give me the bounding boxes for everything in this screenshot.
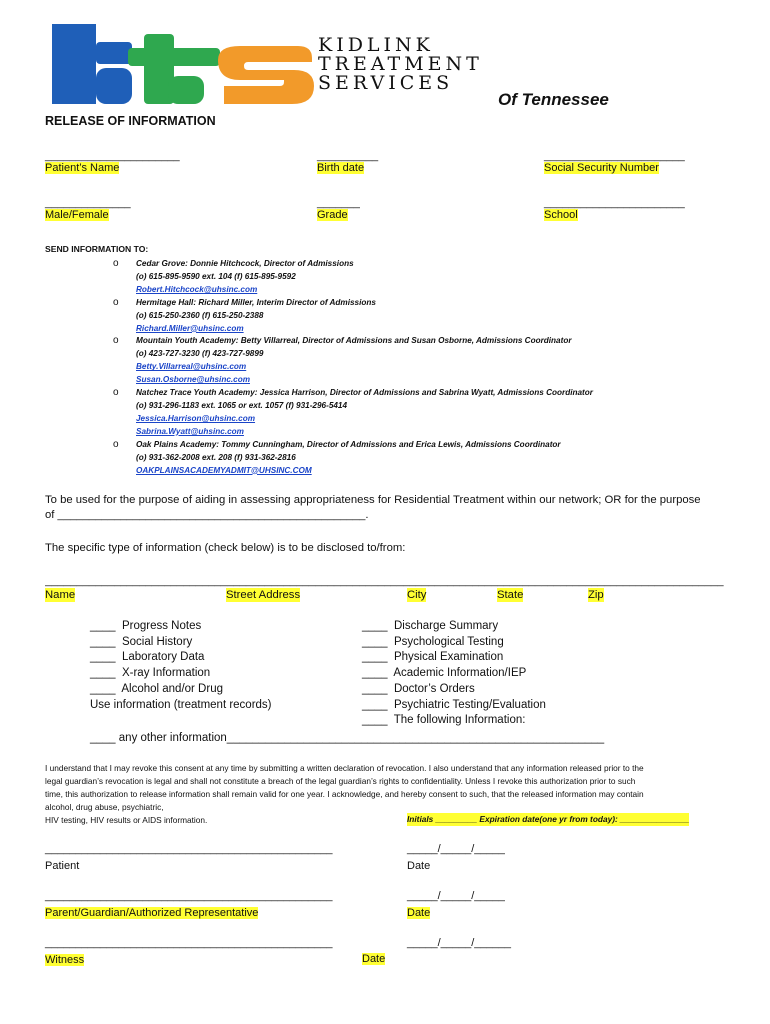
- bullet-icon: o: [113, 438, 119, 450]
- address-name-label: Name: [45, 589, 76, 601]
- patient-signature-line[interactable]: _______________________________________________: [45, 843, 333, 855]
- contact-line: Oak Plains Academy: Tommy Cunningham, Director of Admissions and Erica Lewis, Admissions Coordinator: [136, 439, 561, 449]
- initials-expiration[interactable]: Initials _________ Expiration date(one yr from today): _______________: [407, 814, 690, 824]
- logo-state: Of Tennessee: [498, 90, 609, 109]
- check-discharge-summary[interactable]: ____ Discharge Summary: [362, 620, 499, 632]
- patient-date-line[interactable]: _____/_____/_____: [407, 843, 505, 855]
- legal-line: HIV testing, HIV results or AIDS information.: [45, 814, 208, 825]
- page-title: RELEASE OF INFORMATION: [45, 114, 216, 128]
- patient-name-label: Patient’s Name: [45, 162, 120, 174]
- contact-phone: (o) 931-362-2008 ext. 208 (f) 931-362-2816: [136, 452, 296, 462]
- witness-date-line[interactable]: _____/_____/______: [407, 937, 511, 949]
- send-to-label: SEND INFORMATION TO:: [45, 244, 149, 254]
- grade-line[interactable]: _______: [317, 197, 360, 209]
- contact-line: Mountain Youth Academy: Betty Villarreal, Director of Admissions and Susan Osborne, Admissions Coordinator: [136, 336, 572, 346]
- grade-label: Grade: [317, 209, 348, 221]
- check-psychiatric-testing[interactable]: ____ Psychiatric Testing/Evaluation: [362, 698, 546, 711]
- bullet-icon: o: [113, 296, 119, 308]
- contact-mountain-youth: [113, 335, 733, 387]
- check-other-information[interactable]: [90, 731, 604, 747]
- email-link[interactable]: OAKPLAINSACADEMYADMIT@UHSINC.COM: [136, 465, 312, 475]
- check-xray-information[interactable]: ____ X-ray Information: [90, 667, 211, 680]
- ssn-line[interactable]: _______________________: [544, 150, 685, 162]
- address-zip-label: Zip: [588, 589, 604, 601]
- check-following-information[interactable]: ____ The following Information:: [362, 714, 526, 727]
- logo-line-1: KIDLINK: [318, 34, 434, 56]
- patient-signature-label: Patient: [45, 860, 80, 872]
- guardian-date-line[interactable]: _____/_____/_____: [407, 890, 505, 902]
- logo: [48, 20, 628, 110]
- guardian-signature-label: Parent/Guardian/Authorized Representative: [45, 907, 259, 919]
- contact-list: [113, 258, 733, 477]
- witness-date-label: Date: [362, 953, 386, 965]
- check-alcohol-drug-cont: Use information (treatment records): [90, 698, 272, 711]
- check-progress-notes[interactable]: ____ Progress Notes: [90, 620, 202, 632]
- guardian-signature-line[interactable]: _______________________________________________: [45, 890, 333, 902]
- email-link[interactable]: Sabrina.Wyatt@uhsinc.com: [136, 426, 244, 436]
- contact-natchez-trace: [113, 387, 733, 439]
- legal-line: legal guardian’s revocation is legal and shall not constitute a breach of the legal guardian’s rights to confidentiality. Unless I revoke this authorization prior to such: [45, 775, 636, 786]
- logo-line-3: SERVICES: [318, 72, 454, 94]
- address-city-label: City: [407, 589, 427, 601]
- email-link[interactable]: Betty.Villarreal@uhsinc.com: [136, 362, 247, 372]
- school-label: School: [544, 209, 578, 221]
- birth-date-label: Birth date: [317, 162, 365, 174]
- logo-line-2: TREATMENT: [318, 53, 483, 75]
- contact-phone: (o) 615-250-2360 (f) 615-250-2388: [136, 310, 264, 320]
- bullet-icon: o: [113, 335, 119, 347]
- contact-oak-plains: [113, 439, 733, 478]
- contact-line: Natchez Trace Youth Academy: Jessica Harrison, Director of Admissions and Sabrina Wyatt, Admissions Coordinator: [136, 388, 593, 398]
- check-physical-examination[interactable]: ____ Physical Examination: [362, 651, 504, 664]
- sex-label: Male/Female: [45, 209, 109, 221]
- contact-phone: (o) 931-296-1183 ext. 1065 or ext. 1057 (f) 931-296-5414: [136, 400, 348, 410]
- guardian-date-label: Date: [407, 907, 431, 919]
- legal-line: I understand that I may revoke this consent at any time by submitting a written declaration of revocation. I also understand that any information released prior to the: [45, 763, 644, 773]
- contact-line: Hermitage Hall: Richard Miller, Interim Director of Admissions: [136, 297, 376, 307]
- contact-line: Cedar Grove: Donnie Hitchcock, Director of Admissions: [136, 259, 354, 268]
- check-social-history[interactable]: ____ Social History: [90, 635, 193, 648]
- contact-cedar-grove: [113, 258, 733, 297]
- purpose-blank[interactable]: of _________________________________________________.: [45, 509, 369, 521]
- check-laboratory-data[interactable]: ____ Laboratory Data: [90, 651, 205, 664]
- address-state-label: State: [497, 589, 524, 601]
- legal-line: alcohol, drug abuse, psychiatric,: [45, 801, 164, 812]
- email-link[interactable]: Richard.Miller@uhsinc.com: [136, 323, 244, 333]
- check-alcohol-drug[interactable]: ____ Alcohol and/or Drug: [90, 682, 223, 695]
- school-line[interactable]: _______________________: [544, 197, 685, 209]
- email-link[interactable]: Robert.Hitchcock@uhsinc.com: [136, 284, 258, 294]
- address-line[interactable]: ____________________________________________________________________________________________________________: [45, 575, 724, 587]
- checklist-left: [90, 619, 272, 713]
- bullet-icon: o: [113, 258, 119, 269]
- check-psychological-testing[interactable]: ____ Psychological Testing: [362, 635, 504, 648]
- email-link[interactable]: Susan.Osborne@uhsinc.com: [136, 375, 250, 385]
- sex-line[interactable]: ______________: [45, 197, 131, 209]
- patient-name-line[interactable]: ______________________: [45, 150, 180, 162]
- purpose-text: To be used for the purpose of aiding in assessing appropriateness for Residential Treatment within our network; OR for the purpose: [45, 494, 701, 506]
- email-link[interactable]: Jessica.Harrison@uhsinc.com: [136, 413, 256, 423]
- legal-line: time, this authorization to release information shall remain valid for one year. I acknowledge, and hereby consent to such, that the released information may contain: [45, 788, 644, 799]
- check-doctors-orders[interactable]: ____ Doctor’s Orders: [362, 682, 475, 695]
- ssn-label: Social Security Number: [544, 162, 659, 174]
- witness-signature-line[interactable]: _______________________________________________: [45, 937, 333, 949]
- kts-logo-mark: [48, 20, 318, 108]
- witness-signature-label: Witness: [45, 954, 85, 966]
- specific-type-text: The specific type of information (check below) is to be disclosed to/from:: [45, 542, 406, 554]
- check-academic-information[interactable]: ____ Academic Information/IEP: [362, 667, 527, 680]
- address-street-label: Street Address: [226, 589, 301, 601]
- checklist-right: [362, 619, 546, 729]
- birth-date-line[interactable]: __________: [317, 150, 379, 162]
- contact-hermitage-hall: [113, 297, 733, 336]
- contact-phone: (o) 615-895-9590 ext. 104 (f) 615-895-9592: [136, 271, 296, 281]
- patient-date-label: Date: [407, 860, 431, 872]
- check-other-information-text: ____ any other information___________________________________________________________: [90, 732, 605, 744]
- contact-phone: (o) 423-727-3230 (f) 423-727-9899: [136, 349, 264, 359]
- bullet-icon: o: [113, 387, 119, 399]
